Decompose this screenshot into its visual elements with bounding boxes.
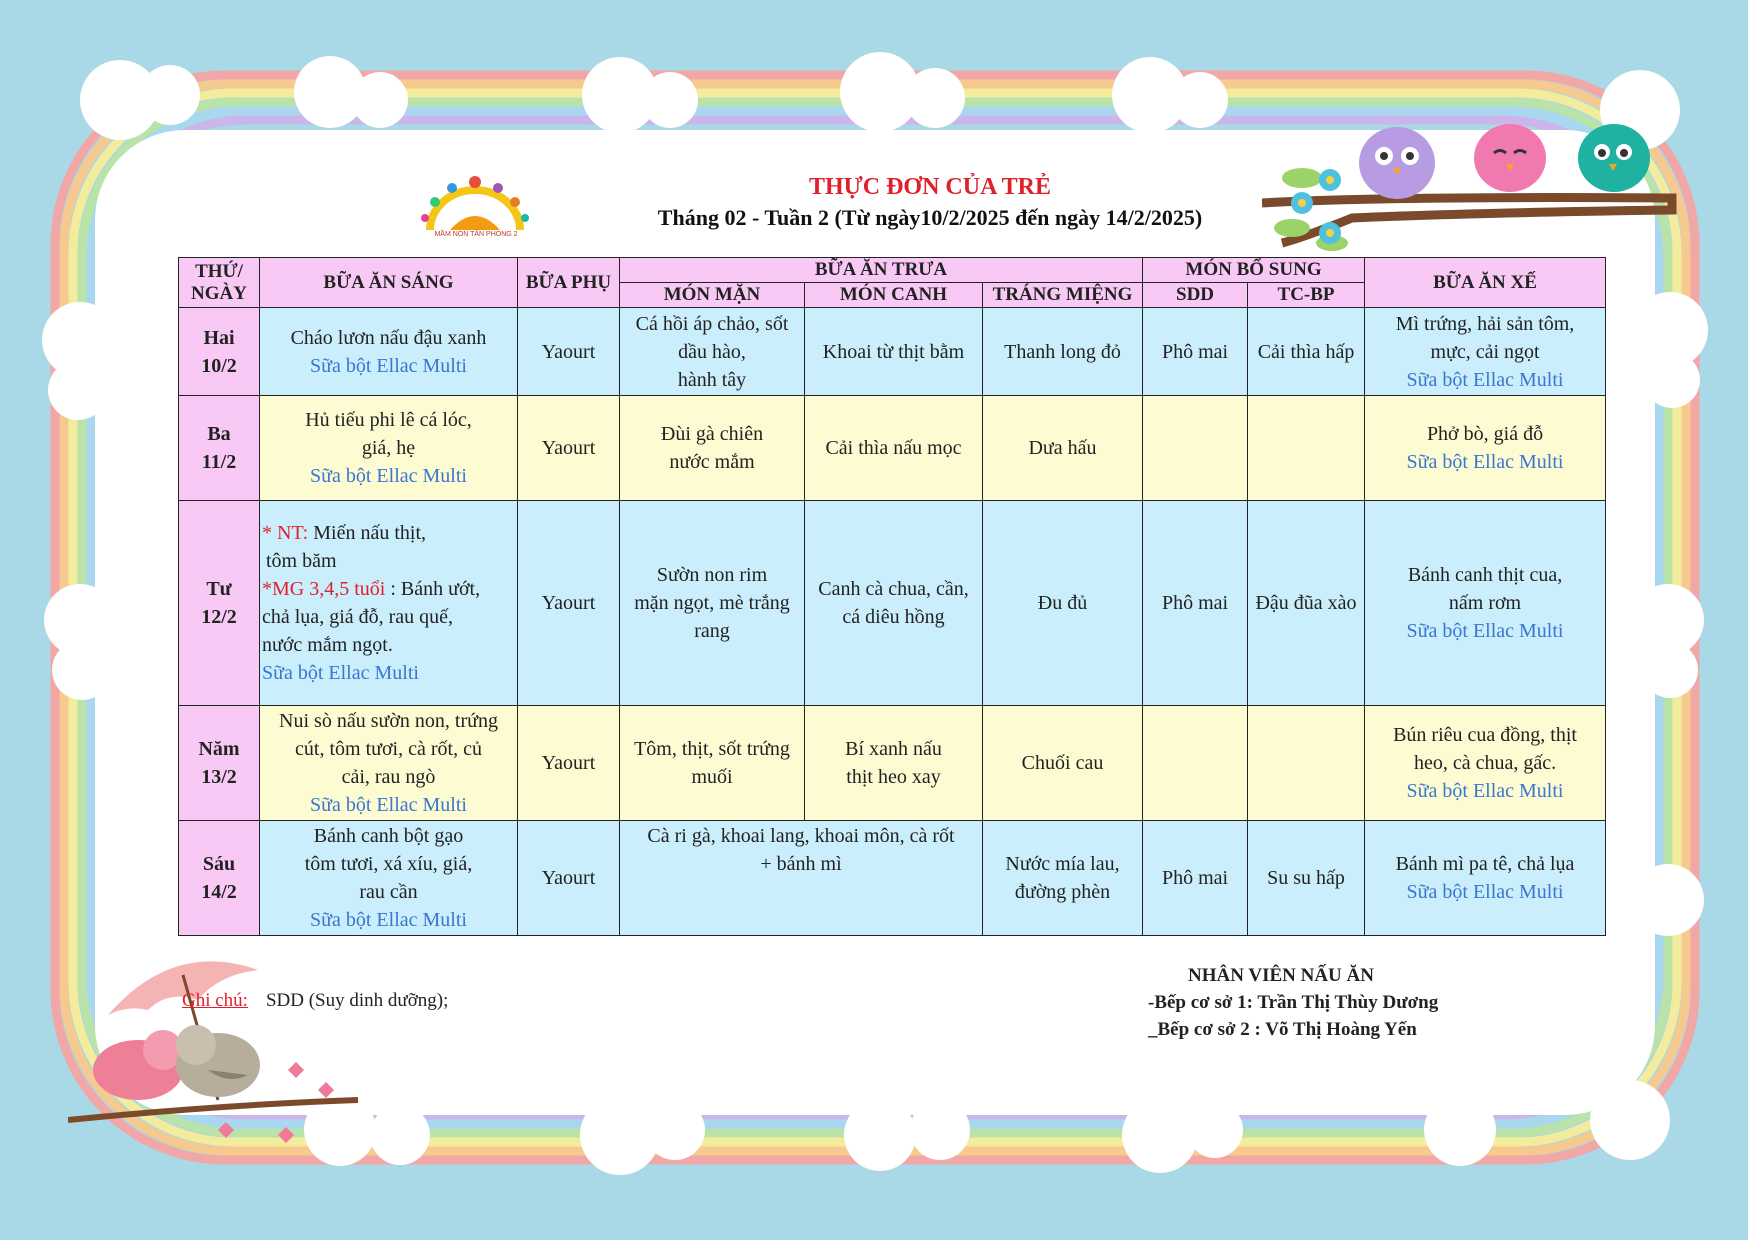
breakfast-cell: Cháo lươn nấu đậu xanh Sữa bột Ellac Multi — [260, 308, 518, 396]
header-supp-tcbp: TC-BP — [1248, 283, 1365, 308]
header-lunch-soup: MÓN CANH — [805, 283, 983, 308]
dessert-cell: Thanh long đỏ — [983, 308, 1143, 396]
afternoon-cell: Mì trứng, hải sản tôm, mực, cải ngọt Sữa bột Ellac Multi — [1365, 308, 1606, 396]
header-snack: BỮA PHỤ — [518, 258, 620, 308]
soup-cell: Khoai từ thịt bằm — [805, 308, 983, 396]
snack-cell: Yaourt — [518, 706, 620, 821]
note — [182, 990, 448, 1012]
table-row — [179, 821, 1606, 936]
dessert-cell: Chuối cau — [983, 706, 1143, 821]
table-row — [179, 308, 1606, 396]
day-cell: Hai 10/2 — [179, 308, 260, 396]
page-title: THỰC ĐƠN CỦA TRẺ — [808, 174, 1052, 200]
day-cell: Sáu 14/2 — [179, 821, 260, 936]
header-breakfast: BỮA ĂN SÁNG — [260, 258, 518, 308]
day-cell: Tư 12/2 — [179, 501, 260, 706]
note-text: SDD (Suy dinh dưỡng); — [265, 990, 449, 1011]
birds-umbrella-icon — [68, 930, 378, 1165]
dessert-cell: Đu đủ — [983, 501, 1143, 706]
snack-cell: Yaourt — [518, 396, 620, 501]
breakfast-cell: Bánh canh bột gạo tôm tươi, xá xíu, giá, rau cần Sữa bột Ellac Multi — [260, 821, 518, 936]
day-cell: Năm 13/2 — [179, 706, 260, 821]
soup-cell: Cải thìa nấu mọc — [805, 396, 983, 501]
sdd-cell — [1143, 396, 1248, 501]
breakfast-cell: Nui sò nấu sườn non, trứng cút, tôm tươi, cà rốt, củ cải, rau ngò Sữa bột Ellac Multi — [260, 706, 518, 821]
note-label: Ghi chú: — [182, 990, 248, 1011]
table-row — [179, 501, 1606, 706]
header-lunch: BỮA ĂN TRƯA — [620, 258, 1143, 283]
soup-cell: Canh cà chua, cần, cá diêu hồng — [805, 501, 983, 706]
header-supp-sdd: SDD — [1143, 283, 1248, 308]
snack-cell: Yaourt — [518, 821, 620, 936]
header-supplement: MÓN BỔ SUNG — [1143, 258, 1365, 283]
tcbp-cell — [1248, 396, 1365, 501]
page-subtitle: Tháng 02 - Tuần 2 (Từ ngày10/2/2025 đến ngày 14/2/2025) — [657, 205, 1203, 230]
tcbp-cell: Đậu đũa xào — [1248, 501, 1365, 706]
staff-line-1: -Bếp cơ sở 1: Trần Thị Thùy Dương — [1148, 992, 1439, 1013]
table-row — [179, 706, 1606, 821]
sdd-cell — [1143, 706, 1248, 821]
tcbp-cell — [1248, 706, 1365, 821]
dessert-cell: Dưa hấu — [983, 396, 1143, 501]
header-afternoon: BỮA ĂN XẾ — [1365, 258, 1606, 308]
tcbp-cell: Cải thìa hấp — [1248, 308, 1365, 396]
staff-title: NHÂN VIÊN NẤU ĂN — [1188, 965, 1374, 986]
dessert-cell: Nước mía lau, đường phèn — [983, 821, 1143, 936]
afternoon-cell: Bánh mì pa tê, chả lụa Sữa bột Ellac Multi — [1365, 821, 1606, 936]
logo-text: MẦM NON TÂN PHONG 2 — [434, 231, 518, 238]
header-lunch-salty: MÓN MẶN — [620, 283, 805, 308]
kitchen-staff — [1148, 962, 1438, 1043]
snack-cell: Yaourt — [518, 501, 620, 706]
header-lunch-dessert: TRÁNG MIỆNG — [983, 283, 1143, 308]
staff-line-2: _Bếp cơ sở 2 : Võ Thị Hoàng Yến — [1148, 1019, 1417, 1040]
breakfast-cell: * NT: Miến nấu thịt, tôm băm *MG 3,4,5 tuổi : Bánh ướt, chả lụa, giá đỗ, rau quế, nước mắm ngọt. Sữa bột Ellac Multi — [260, 501, 518, 706]
weekly-menu-table — [178, 257, 1606, 936]
sdd-cell: Phô mai — [1143, 308, 1248, 396]
salty-cell: Cá hồi áp chảo, sốt dầu hào, hành tây — [620, 308, 805, 396]
salty-cell: Đùi gà chiên nước mắm — [620, 396, 805, 501]
birds-on-branch-icon — [1262, 118, 1682, 268]
afternoon-cell: Bánh canh thịt cua, nấm rơm Sữa bột Ellac Multi — [1365, 501, 1606, 706]
breakfast-cell: Hủ tiếu phi lê cá lóc, giá, hẹ Sữa bột Ellac Multi — [260, 396, 518, 501]
soup-cell: Bí xanh nấu thịt heo xay — [805, 706, 983, 821]
snack-cell: Yaourt — [518, 308, 620, 396]
salty-cell: Tôm, thịt, sốt trứng muối — [620, 706, 805, 821]
table-row — [179, 396, 1606, 501]
day-cell: Ba 11/2 — [179, 396, 260, 501]
tcbp-cell: Su su hấp — [1248, 821, 1365, 936]
salty-soup-merged-cell: Cà ri gà, khoai lang, khoai môn, cà rốt + bánh mì — [620, 821, 983, 936]
header-day: THỨ/ NGÀY — [179, 258, 260, 308]
salty-cell: Sườn non rim mặn ngọt, mè trắng rang — [620, 501, 805, 706]
sdd-cell: Phô mai — [1143, 501, 1248, 706]
afternoon-cell: Bún riêu cua đồng, thịt heo, cà chua, gấc. Sữa bột Ellac Multi — [1365, 706, 1606, 821]
afternoon-cell: Phở bò, giá đỗ Sữa bột Ellac Multi — [1365, 396, 1606, 501]
sdd-cell: Phô mai — [1143, 821, 1248, 936]
